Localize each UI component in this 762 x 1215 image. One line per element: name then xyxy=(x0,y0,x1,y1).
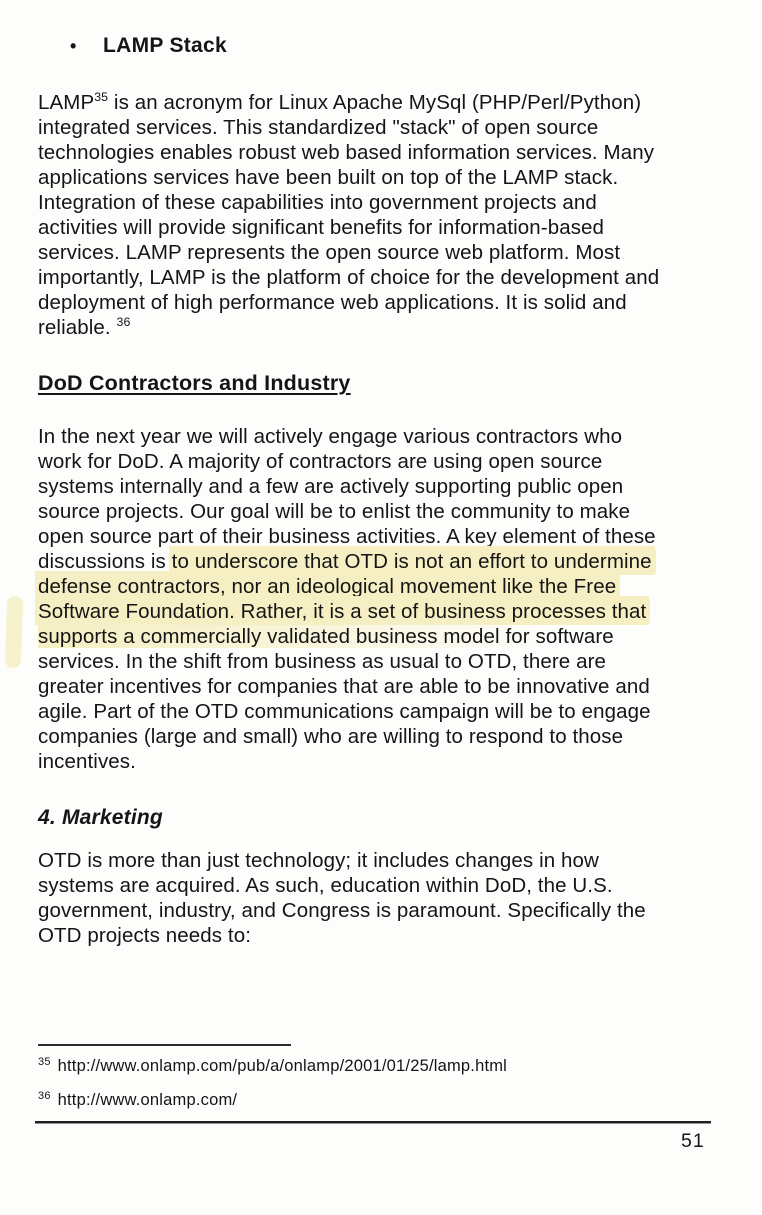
page-bottom-rule xyxy=(35,1121,711,1123)
paragraph-contractors: In the next year we will actively engage various contractors who work for DoD. A majority of contractors are using open source systems internally and a few are actively supporting public open source projects. Our goal will be to enlist the community to make open source part of their business activities. A key element of these discussions is to underscore that OTD is not an effort to undermine defense contractors, nor an ideological movement like the Free Software Foundation. Rather, it is a set of business processes that supports a commercially validated business model for software services. In the shift from business as usual to OTD, there are greater incentives for companies that are able to be innovative and agile. Part of the OTD communications campaign will be to engage companies (large and small) who are willing to respond to those incentives. xyxy=(38,425,656,773)
footnote-35-url: http://www.onlamp.com/pub/a/onlamp/2001/01/25/lamp.html xyxy=(57,1057,508,1075)
footnote-separator-rule xyxy=(38,1044,291,1046)
footnote-36-url: http://www.onlamp.com/ xyxy=(57,1091,238,1109)
footnote-36-marker: 36 xyxy=(38,1089,51,1102)
highlighter-smudge xyxy=(5,596,24,669)
footnote-36 xyxy=(38,1091,237,1110)
bullet-icon: • xyxy=(70,36,77,56)
bullet-heading xyxy=(70,34,227,58)
page-number: 51 xyxy=(681,1130,705,1152)
footnote-35 xyxy=(38,1057,507,1076)
paragraph-lamp-stack: LAMP$^{35}$ is an acronym for Linux Apache MySql (PHP/Perl/Python) integrated services. This standardized "stack" of open source technologies enables robust web based information services. Many applications services have been built on top of the LAMP stack. Integration of these capabilities into government projects and activities will provide significant benefits for information-based services. LAMP represents the open source web platform. Most importantly, LAMP is the platform of choice for the development and deployment of high performance web applications. It is solid and reliable. $^{36}$ xyxy=(38,90,660,339)
section-heading-marketing: 4. Marketing xyxy=(38,806,163,829)
footnote-35-marker: 35 xyxy=(38,1055,51,1068)
section-heading-dod-contractors: DoD Contractors and Industry xyxy=(38,371,351,395)
paragraph-marketing: OTD is more than just technology; it includes changes in how systems are acquired. As such, education within DoD, the U.S. government, industry, and Congress is paramount. Specifically the OTD projects needs to: xyxy=(38,849,646,947)
bullet-heading-label: LAMP Stack xyxy=(103,34,227,57)
